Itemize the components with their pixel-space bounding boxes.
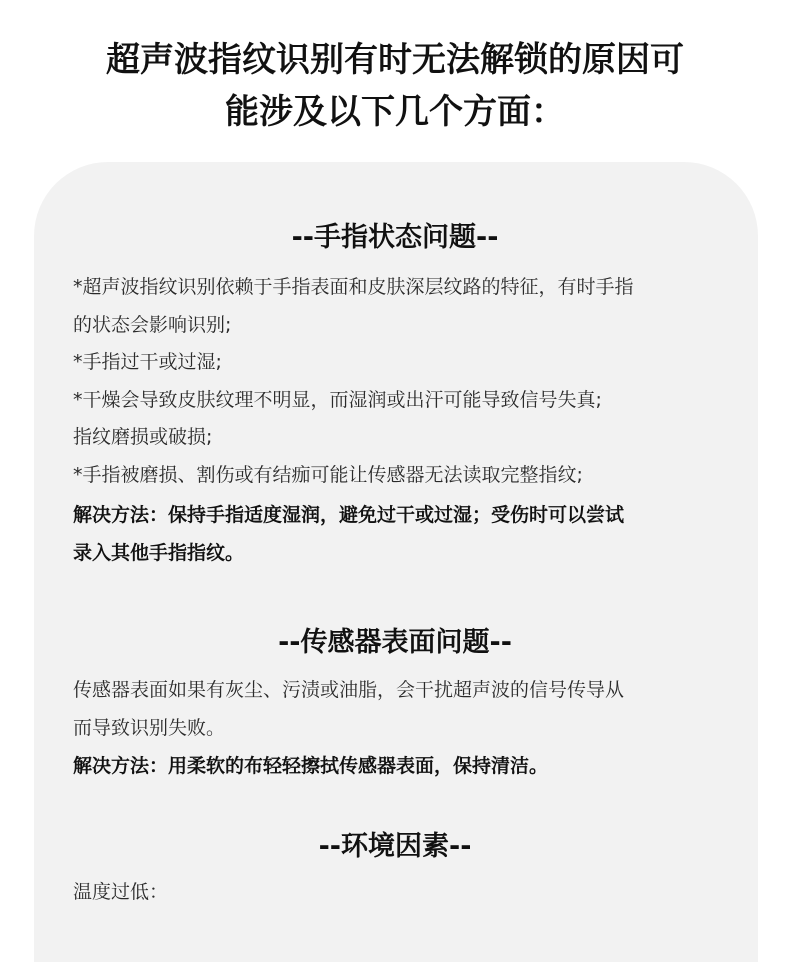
solution-line: 解决方法：保持手指适度湿润，避免过干或过湿；受伤时可以尝试 bbox=[73, 504, 625, 526]
solution-line: 录入其他手指指纹。 bbox=[73, 541, 245, 564]
page-title-line-2: 能涉及以下几个方面： bbox=[225, 92, 565, 132]
section-heading-environment: --环境因素-- bbox=[318, 831, 472, 862]
body-line: *手指被磨损、割伤或有结痂可能让传感器无法读取完整指纹; bbox=[73, 463, 583, 486]
body-line: 温度过低： bbox=[73, 881, 169, 903]
body-line: 指纹磨损或破损; bbox=[73, 426, 213, 448]
section-heading-finger-condition: --手指状态问题-- bbox=[291, 222, 499, 253]
body-line: *超声波指纹识别依赖于手指表面和皮肤深层纹路的特征，有时手指 bbox=[73, 276, 634, 298]
solution-sensor-surface bbox=[73, 748, 723, 786]
section-body-sensor-surface bbox=[73, 672, 723, 747]
body-line: 而导致识别失败。 bbox=[73, 716, 226, 739]
section-heading-sensor-surface: --传感器表面问题-- bbox=[278, 627, 512, 658]
section-body-finger-condition bbox=[73, 269, 723, 494]
solution-line: 解决方法：用柔软的布轻轻擦拭传感器表面，保持清洁。 bbox=[73, 755, 549, 777]
page-title bbox=[0, 34, 790, 138]
body-line: *手指过干或过湿; bbox=[73, 351, 222, 373]
body-line: 传感器表面如果有灰尘、污渍或油脂，会干扰超声波的信号传导从 bbox=[73, 679, 625, 701]
section-body-environment bbox=[73, 874, 723, 912]
body-line: *干燥会导致皮肤纹理不明显，而湿润或出汗可能导致信号失真; bbox=[73, 388, 602, 411]
solution-finger-condition bbox=[73, 497, 723, 572]
body-line: 的状态会影响识别; bbox=[73, 313, 232, 336]
page-title-line-1: 超声波指纹识别有时无法解锁的原因可 bbox=[106, 40, 684, 80]
